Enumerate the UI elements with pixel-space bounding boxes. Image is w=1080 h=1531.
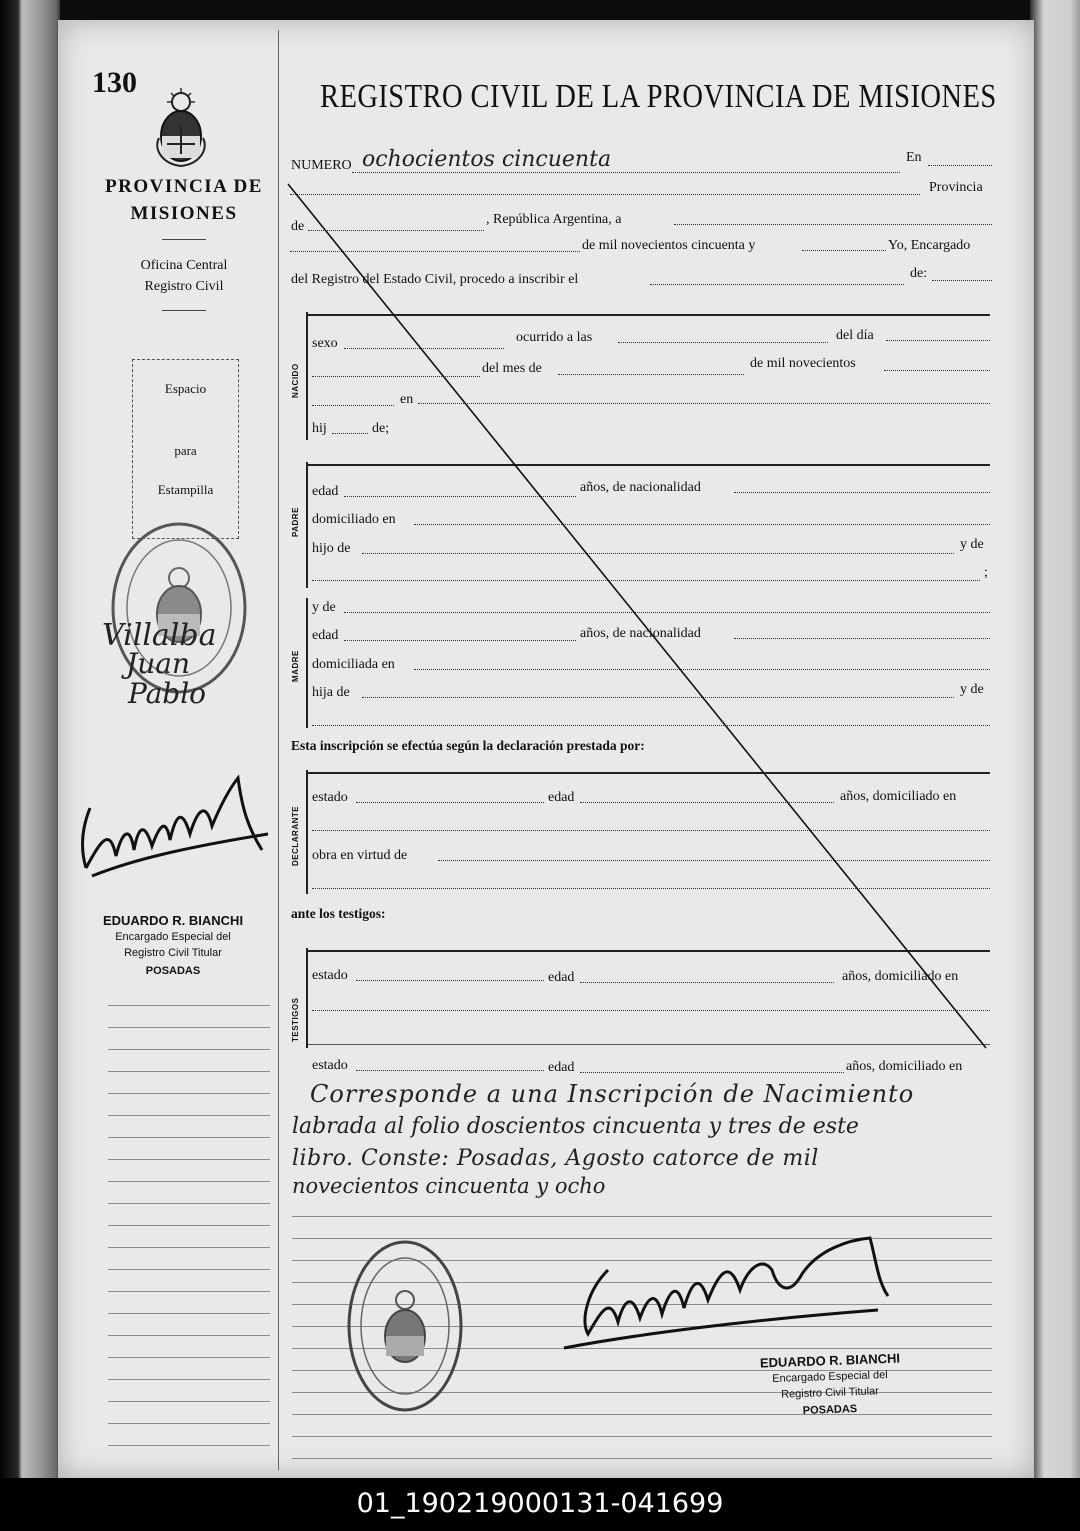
mil-label: de mil novecientos cincuenta y [582,238,756,253]
ruled-line [108,1269,270,1270]
bottom-signatory-city: POSADAS [802,1403,858,1417]
de-label: de [291,219,305,234]
handwritten-name-3: Pablo [128,677,207,710]
book-right-edge [1030,0,1080,1480]
nacido-sexo: sexo [312,336,338,351]
office-line2: Registro Civil [144,279,224,294]
ruled-line [108,1115,270,1116]
testigos-section-label: TESTIGOS [291,997,300,1042]
ruled-line [108,1071,270,1072]
annotation-line-2: labrada al folio doscientos cincuenta y tres de este [292,1114,859,1139]
nacido-hij: hij [312,421,327,436]
registry-seal-icon [344,1236,466,1416]
bottom-signatory-name: EDUARDO R. BIANCHI [759,1350,901,1371]
page-title: REGISTRO CIVIL DE LA PROVINCIA DE MISIONES [320,78,997,115]
padre-edad: edad [312,484,339,499]
field-line [928,165,992,166]
ruled-line [108,1247,270,1248]
madre-hija-de: hija de [312,685,350,700]
ruled-line [108,1049,270,1050]
ruled-line [108,1401,270,1402]
ruled-line [108,1159,270,1160]
stamp-space-label-1: Espacio [164,381,207,396]
testigos-estado-2: estado [312,1058,348,1073]
republica-label: , República Argentina, a [486,212,622,227]
declarante-estado: estado [312,790,348,805]
ruled-line [292,1436,992,1437]
ruled-line [108,1005,270,1006]
file-code: 01_190219000131-041699 [356,1488,724,1519]
padre-domiciliado: domiciliado en [312,512,396,527]
signatory-role-2: Registro Civil Titular [124,947,222,959]
madre-section-label: MADRE [291,650,300,682]
nacido-section-label: NACIDO [291,363,300,398]
nacido-ocurrido: ocurrido a las [516,330,593,345]
ruled-line [108,1203,270,1204]
ruled-line [108,1027,270,1028]
register-page [58,20,1034,1478]
ruled-line [108,1181,270,1182]
annotation-line-1: Corresponde a una Inscripción de Nacimiento [310,1080,915,1108]
madre-y-de: y de [312,600,336,615]
bottom-signature-image [558,1230,918,1370]
padre-section-label: PADRE [291,507,300,537]
province-line2: MISIONES [130,203,238,224]
field-line [356,1070,544,1071]
declaracion-text: Esta inscripción se efectúa según la declaración prestada por: [291,738,645,753]
declarante-obra: obra en virtud de [312,848,408,863]
ruled-line [292,1216,992,1217]
madre-domiciliada: domiciliada en [312,657,395,672]
numero-value: ochocientos cincuenta [362,147,612,172]
ruled-line [108,1357,270,1358]
column-divider [278,30,279,1470]
ruled-line [108,1379,270,1380]
divider [162,239,206,240]
padre-y-de: y de [960,537,984,552]
en-label: En [906,150,922,165]
signatory-name: EDUARDO R. BIANCHI [102,913,244,928]
handwritten-name-2: Juan [126,647,190,680]
nacido-del-dia: del día [836,328,874,343]
ruled-line [108,1291,270,1292]
divider [162,310,206,311]
annotation-line-4: novecientos cincuenta y ocho [292,1174,606,1198]
testigos-label: ante los testigos: [291,906,386,921]
padre-hijo-de: hijo de [312,541,351,556]
nacido-en: en [400,392,414,407]
testigos-anos-dom: años, domiciliado en [842,969,959,984]
padre-semicolon: ; [984,565,988,580]
annotation-line-3: libro. Conste: Posadas, Agosto catorce de mil [292,1146,819,1171]
testigos-estado: estado [312,968,348,983]
signature-image [72,768,282,888]
field-line [580,1072,844,1073]
book-left-edge [0,0,60,1480]
registro-label: del Registro del Estado Civil, procedo a inscribir el [291,272,579,287]
ruled-line [292,1458,992,1459]
madre-y-de-2: y de [960,682,984,697]
cancellation-diagonal-line [284,180,1004,1060]
provincia-label: Provincia [929,180,983,195]
declarante-section-label: DECLARANTE [291,805,300,866]
numero-label: NUMERO [291,158,352,173]
yo-label: Yo, Encargado [888,238,971,253]
bottom-signatory-role-2: Registro Civil Titular [780,1385,880,1401]
signatory-role-1: Encargado Especial del [115,931,231,943]
page-number: 130 [92,66,137,99]
madre-edad: edad [312,628,339,643]
nacido-de: de; [372,421,390,436]
ruled-line [108,1423,270,1424]
ruled-line [108,1313,270,1314]
declarante-anos-dom: años, domiciliado en [840,789,957,804]
ruled-line [108,1093,270,1094]
ruled-line [108,1225,270,1226]
nacido-del-mes: del mes de [482,361,542,376]
testigos-edad: edad [548,970,575,985]
coat-of-arms-icon [153,88,209,168]
de2-label: de: [910,266,928,281]
stamp-space-label-2: para [174,443,197,458]
ruled-line [108,1137,270,1138]
testigos-anos-dom-2: años, domiciliado en [846,1059,963,1074]
signatory-city: POSADAS [145,965,201,977]
handwritten-name-1: Villalba [102,618,217,653]
padre-anos: años, de nacionalidad [580,480,701,495]
stamp-space-label-3: Estampilla [157,482,214,497]
declarante-edad: edad [548,790,575,805]
province-line1: PROVINCIA DE [105,176,263,197]
madre-anos: años, de nacionalidad [580,626,701,641]
nacido-mil-nov: de mil novecientos [750,356,856,371]
bottom-signatory-role-1: Encargado Especial del [772,1368,888,1386]
ruled-line [108,1335,270,1336]
testigos-edad-2: edad [548,1060,575,1075]
office-line1: Oficina Central [140,258,228,273]
ruled-line [108,1445,270,1446]
field-line [352,172,900,173]
